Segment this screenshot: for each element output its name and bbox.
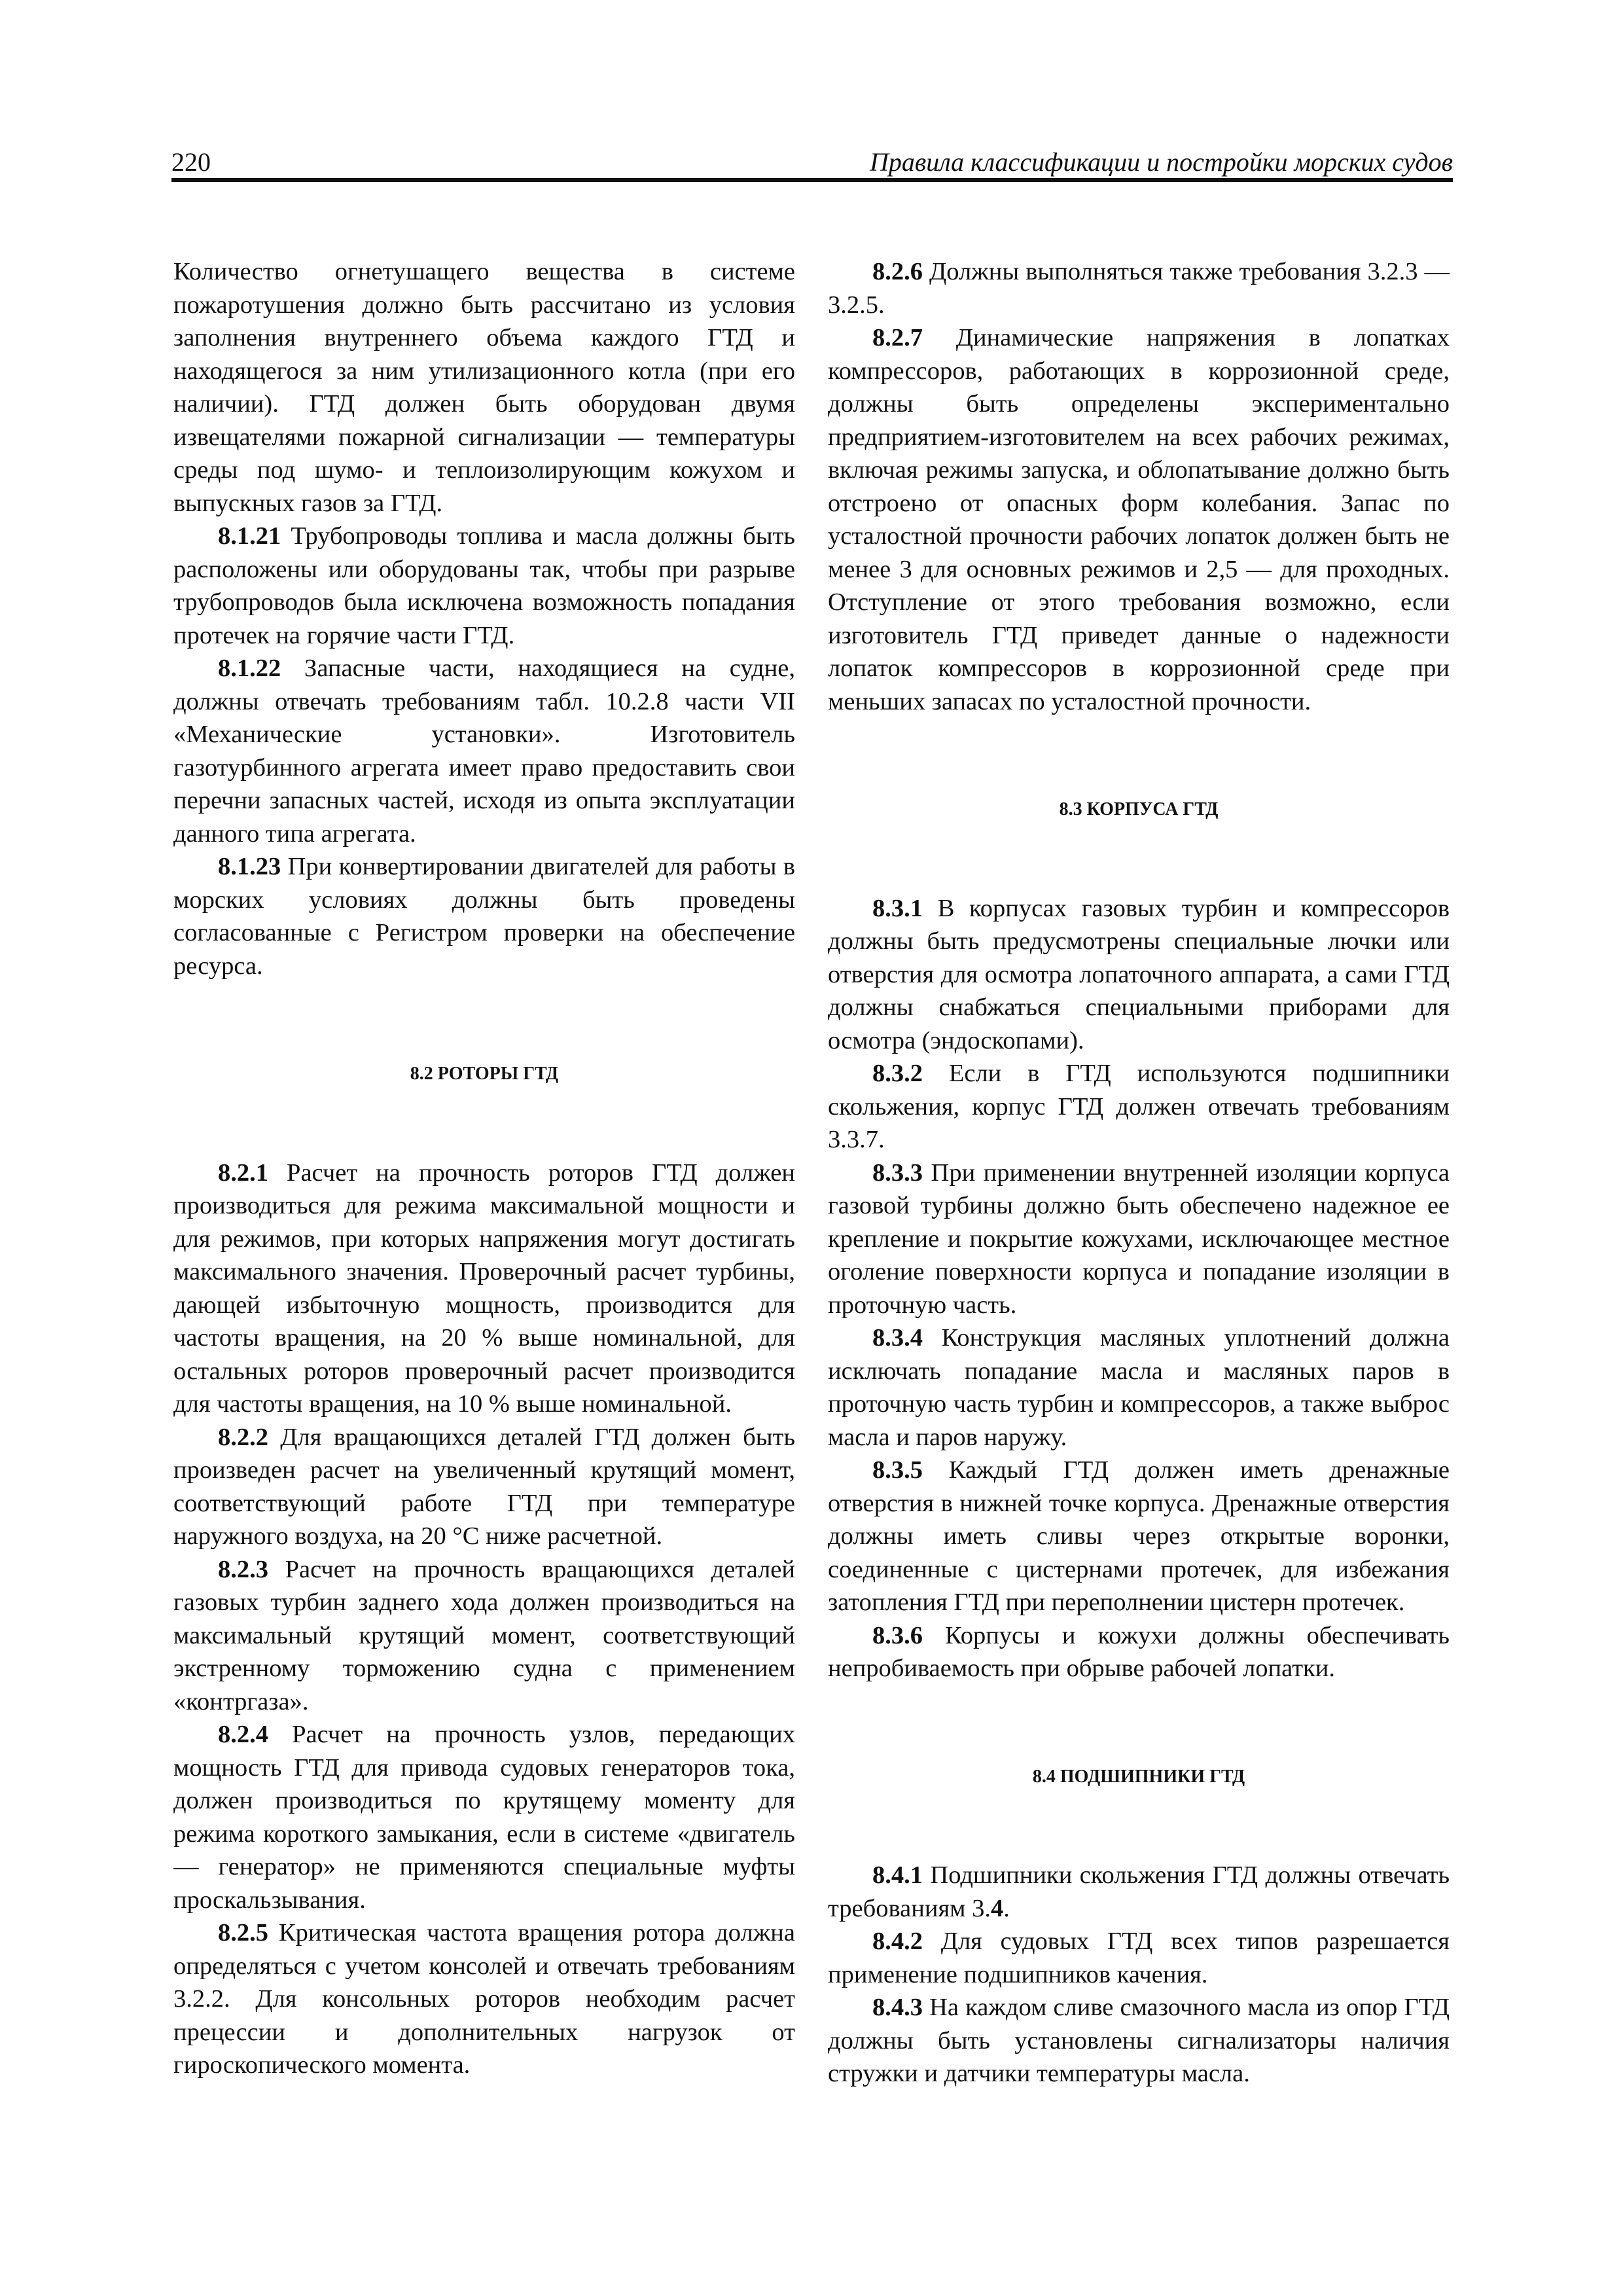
paragraph-8-3-1 — [828, 892, 1450, 1058]
paragraph-8-1-22 — [173, 652, 795, 850]
clause-text: Подшипники скольжения ГТД должны отвечать требованиям 3. — [828, 1861, 1450, 1922]
right-column — [828, 255, 1450, 2090]
clause-text: При применении внутренней изоляции корпуса газовой турбины должно быть обеспечено надежное ее крепление и покрытие кожухами, исключающее местное оголение поверхности корпуса и попадание изоляции в проточную часть. — [828, 1158, 1450, 1319]
clause-text: Расчет на прочность роторов ГТД должен производиться для режима максимальной мощности и для режимов, при которых напряжения могут достигать максимального значения. Проверочный расчет турбины, дающей избыточную мощность, производится для частоты вращения, на 20 % выше номинальной, для остальных роторов проверочный расчет производится для частоты вращения, на 10 % выше номинальной. — [173, 1158, 795, 1418]
clause-number: 8.2.5 — [218, 1919, 268, 1946]
spacer — [173, 982, 795, 1058]
spacer — [828, 1685, 1450, 1761]
clause-number: 8.2.2 — [218, 1423, 268, 1451]
section-title-8-2: 8.2 РОТОРЫ ГТД — [410, 1064, 559, 1084]
header-rule — [171, 178, 1453, 182]
clause-number: 8.4.1 — [872, 1861, 923, 1889]
clause-text: Критическая частота вращения ротора должна определяться с учетом консолей и отвечать требованиям 3.2.2. Для консольных роторов необходим расчет прецессии и дополнительных нагрузок от гироскопического момента. — [173, 1919, 795, 2079]
clause-number: 8.2.3 — [218, 1555, 268, 1583]
clause-text: Расчет на прочность узлов, передающих мощность ГТД для привода судовых генераторов тока, должен производиться по крутящему моменту для режима короткого замыкания, если в системе «двигатель — генератор» не применяются специальные муфты проскальзывания. — [173, 1721, 795, 1914]
clause-number: 8.2.4 — [218, 1721, 268, 1748]
spacer — [828, 1793, 1450, 1859]
paragraph-8-1-23 — [173, 850, 795, 982]
spacer — [828, 718, 1450, 793]
clause-number: 8.3.2 — [872, 1060, 923, 1087]
clause-reference-bold: 4 — [991, 1894, 1004, 1922]
clause-number: 8.3.1 — [872, 894, 923, 922]
clause-text: Корпусы и кожухи должны обеспечивать непробиваемость при обрыве рабочей лопатки. — [828, 1621, 1450, 1682]
left-column — [173, 255, 795, 2082]
clause-text: На каждом сливе смазочного масла из опор ГТД должны быть установлены сигнализаторы наличия стружки и датчики температуры масла. — [828, 1994, 1450, 2087]
clause-number: 8.3.4 — [872, 1324, 923, 1352]
paragraph-8-3-3 — [828, 1157, 1450, 1322]
paragraph-8-4-2 — [828, 1925, 1450, 1991]
clause-number: 8.1.21 — [218, 522, 281, 550]
paragraph-8-3-4 — [828, 1321, 1450, 1454]
clause-text: Расчет на прочность вращающихся деталей газовых турбин заднего хода должен производиться на максимальный крутящий момент, соответствующий экстренному торможению судна с применением «контргаза». — [173, 1555, 795, 1715]
running-title: Правила классификации и постройки морских судов — [869, 147, 1453, 177]
clause-number: 8.2.1 — [218, 1158, 268, 1187]
clause-number: 8.1.22 — [218, 655, 281, 682]
clause-number: 8.4.2 — [872, 1928, 923, 1955]
clause-text: Конструкция масляных уплотнений должна исключать попадание масла и масляных паров в проточную часть турбин и компрессоров, а также выброс масла и паров наружу. — [828, 1324, 1450, 1451]
clause-number: 8.3.5 — [872, 1456, 923, 1484]
clause-number: 8.3.3 — [872, 1158, 923, 1187]
paragraph-8-2-4 — [173, 1718, 795, 1916]
paragraph-8-3-6 — [828, 1619, 1450, 1685]
page-header — [171, 144, 1453, 181]
clause-text: Запасные части, находящиеся на судне, должны отвечать требованиям табл. 10.2.8 части VII «Механические установки». Изготовитель газотурбинного агрегата имеет право предоставить свои перечни запасных частей, исходя из опыта эксплуатации данного типа агрегата. — [173, 655, 796, 848]
paragraph-8-2-3 — [173, 1553, 795, 1719]
clause-text: В корпусах газовых турбин и компрессоров должны быть предусмотрены специальные лючки или отверстия для осмотра лопаточного аппарата, а сами ГТД должны снабжаться специальными приборами для осмотра (эндоскопами). — [828, 894, 1450, 1054]
clause-number: 8.3.6 — [872, 1621, 923, 1649]
paragraph-8-4-1 — [828, 1859, 1450, 1925]
clause-number: 8.1.23 — [218, 853, 281, 880]
clause-text-end: . — [1003, 1894, 1010, 1922]
clause-text: Если в ГТД используются подшипники скольжения, корпус ГТД должен отвечать требованиям 3.3.7. — [828, 1060, 1450, 1153]
paragraph-8-3-2 — [828, 1057, 1450, 1157]
paragraph-8-2-2 — [173, 1421, 795, 1553]
paragraph-8-2-5 — [173, 1916, 795, 2082]
spacer — [173, 1091, 795, 1157]
clause-number: 8.4.3 — [872, 1994, 923, 2021]
clause-text: Динамические напряжения в лопатках компрессоров, работающих в коррозионной среде, должны быть определены экспериментально предприятием-изготовителем на всех рабочих режимах, включая режимы запуска, и облопатывание должно быть отстроено от опасных форм колебания. Запас по усталостной прочности рабочих лопаток должен быть не менее 3 для основных режимов и 2,5 — для проходных. Отступление от этого требования возможно, если изготовитель ГТД приведет данные о надежности лопаток компрессоров в коррозионной среде при меньших запасах по усталостной прочности. — [828, 324, 1450, 715]
clause-text: Каждый ГТД должен иметь дренажные отверстия в нижней точке корпуса. Дренажные отверстия должны иметь сливы через открытые воронки, соединенные с цистернами протечек, для избежания затопления ГТД при переполнении цистерн протечек. — [828, 1456, 1450, 1616]
section-title-8-3: 8.3 КОРПУСА ГТД — [1059, 799, 1219, 819]
paragraph-8-2-6 — [828, 255, 1450, 321]
paragraph-fire-extinguishing: Количество огнетушащего вещества в системе пожаротушения должно быть рассчитано из условия заполнения внутреннего объема каждого ГТД и находящегося за ним утилизационного котла (при его наличии). ГТД должен быть оборудован двумя извещателями пожарной сигнализации — температуры среды под шумо- и теплоизолирующим кожухом и выпускных газов за ГТД. — [173, 258, 795, 517]
paragraph-8-4-3 — [828, 1991, 1450, 2090]
clause-number: 8.2.7 — [872, 324, 923, 351]
clause-text: При конвертировании двигателей для работы в морских условиях должны быть проведены согласованные с Регистром проверки на обеспечение ресурса. — [173, 853, 796, 980]
paragraph-8-2-7 — [828, 321, 1450, 718]
clause-number: 8.2.6 — [872, 258, 923, 285]
spacer — [828, 827, 1450, 892]
page-number: 220 — [171, 147, 211, 177]
clause-text: Для судовых ГТД всех типов разрешается применение подшипников качения. — [828, 1928, 1450, 1988]
clause-text: Трубопроводы топлива и масла должны быть расположены или оборудованы так, чтобы при разрыве трубопроводов была исключена возможность попадания протечек на горячие части ГТД. — [173, 522, 795, 649]
paragraph-8-1-21 — [173, 520, 795, 652]
clause-text: Для вращающихся деталей ГТД должен быть произведен расчет на увеличенный крутящий момент, соответствующий работе ГТД при температуре наружного воздуха, на 20 °С ниже расчетной. — [173, 1423, 796, 1550]
paragraph-8-3-5 — [828, 1454, 1450, 1619]
section-title-8-4: 8.4 ПОДШИПНИКИ ГТД — [1032, 1766, 1245, 1787]
clause-text: Должны выполняться также требования 3.2.3 — 3.2.5. — [828, 258, 1450, 319]
paragraph-8-2-1 — [173, 1157, 795, 1421]
